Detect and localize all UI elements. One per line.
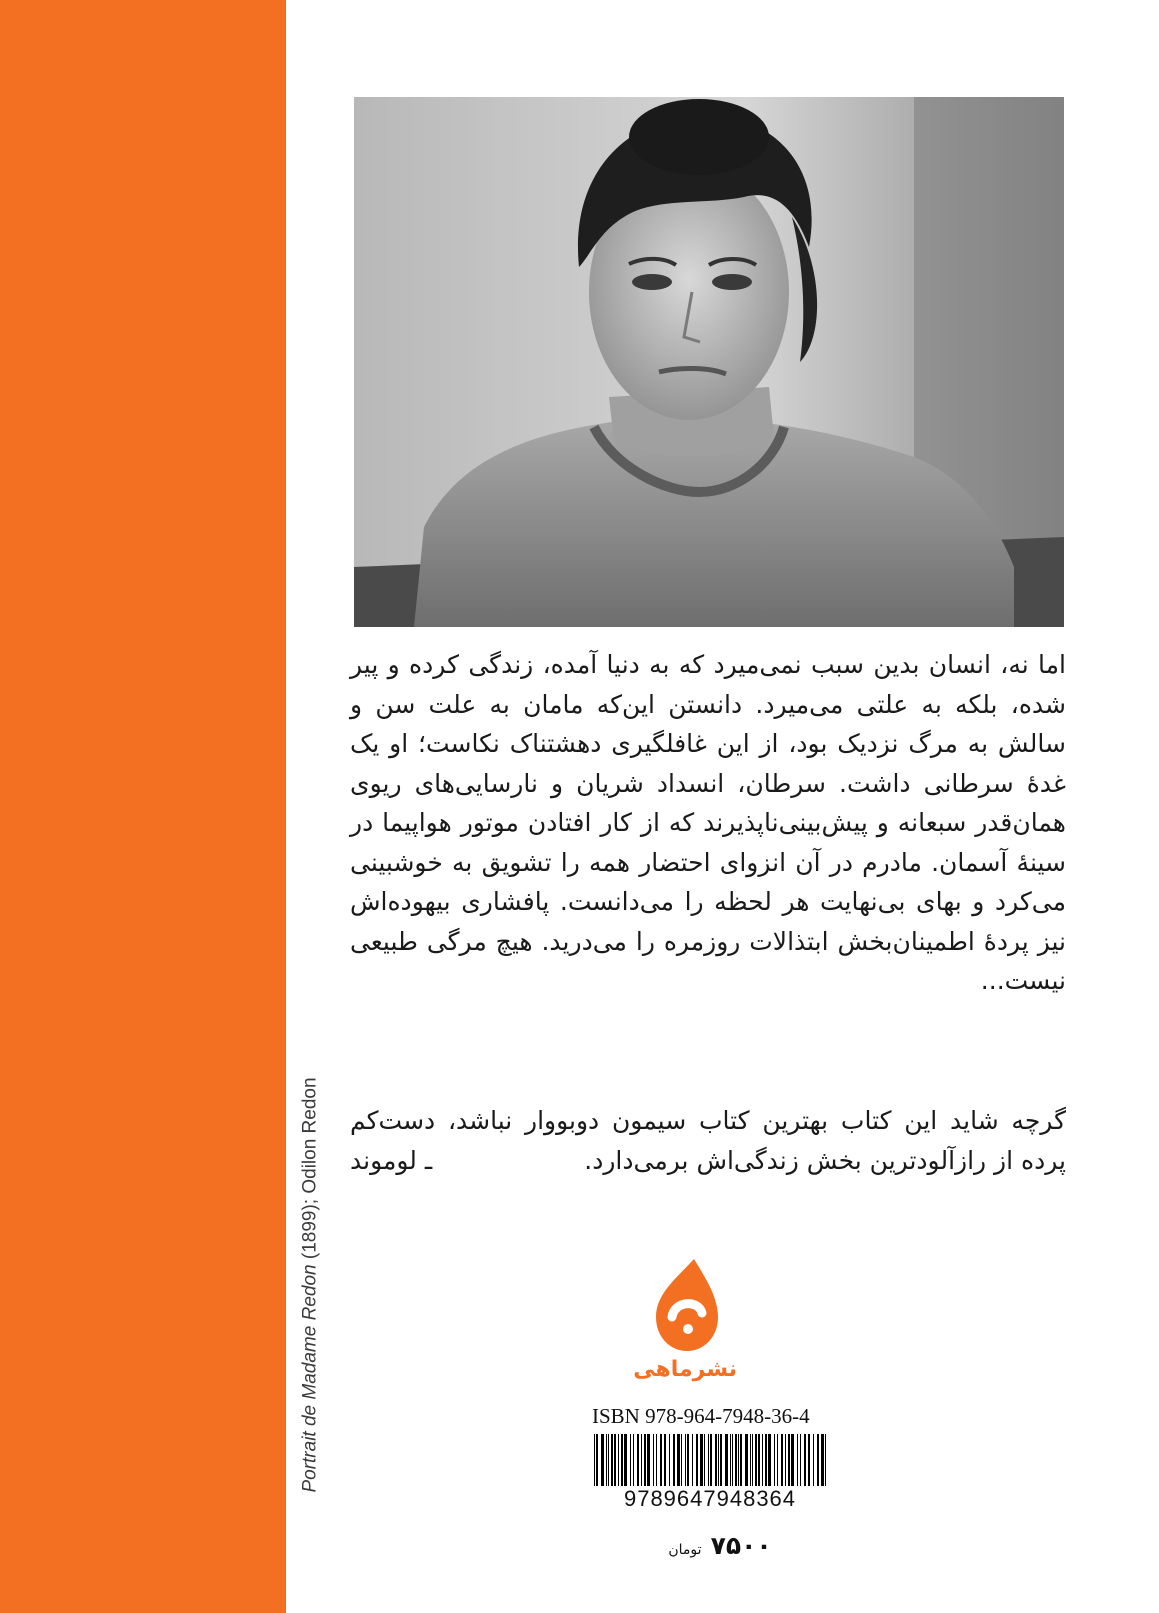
book-excerpt: اما نه، انسان بدین سبب نمی‌میرد که به دنیا آمده، زندگی کرده و پیر شده، بلکه به علتی می‌میرد. دانستن این‌که مامان به علت سن و سالش به مرگ نزدیک بود، از این غافلگیری دهشتناک نکاست؛ او یک غدهٔ سرطانی داشت. سرطان، انسداد شریان و نارسایی‌های ریوی همان‌قدر سبعانه و پیش‌بینی‌ناپذیرند که از کار افتادن موتور هواپیما در سینهٔ آسمان. مادرم در آن انزوای احتضار همه را تشویق به خوشبینی می‌کرد و بهای بی‌نهایت هر لحظه را می‌دانست. پافشاری بیهوده‌اش نیز پردهٔ اطمینان‌بخش ابتذالات روزمره را می‌درید. هیچ مرگی طبیعی نیست... <box>350 650 1066 995</box>
review-blurb <box>350 1101 1066 1180</box>
credit-title: Portrait de Madame Redon <box>300 1264 322 1493</box>
author-portrait <box>354 97 1064 627</box>
price-unit: تومان <box>668 1542 702 1558</box>
publisher-name: نشرماهی <box>633 1357 737 1382</box>
portrait-photo <box>354 97 1064 627</box>
publisher-logo <box>633 1255 737 1395</box>
blurb-text: گرچه شاید این کتاب بهترین کتاب سیمون دوبووار نباشد، دست‌کم پرده از رازآلودترین بخش زندگی‌اش برمی‌دارد. <box>350 1106 1066 1175</box>
orange-spine <box>0 0 286 1613</box>
price-amount: ۷۵۰۰ <box>710 1531 772 1560</box>
blurb-attribution: ـ لوموند <box>350 1145 433 1175</box>
price-tag <box>650 1531 790 1560</box>
isbn-text: ISBN 978-964-7948-36-4 <box>592 1404 810 1428</box>
photo-credit <box>296 1055 326 1515</box>
fish-logo-icon <box>652 1255 722 1355</box>
barcode-digits: 9789647948364 <box>590 1486 830 1512</box>
credit-rest: (1899); Odilon Redon <box>300 1077 322 1265</box>
